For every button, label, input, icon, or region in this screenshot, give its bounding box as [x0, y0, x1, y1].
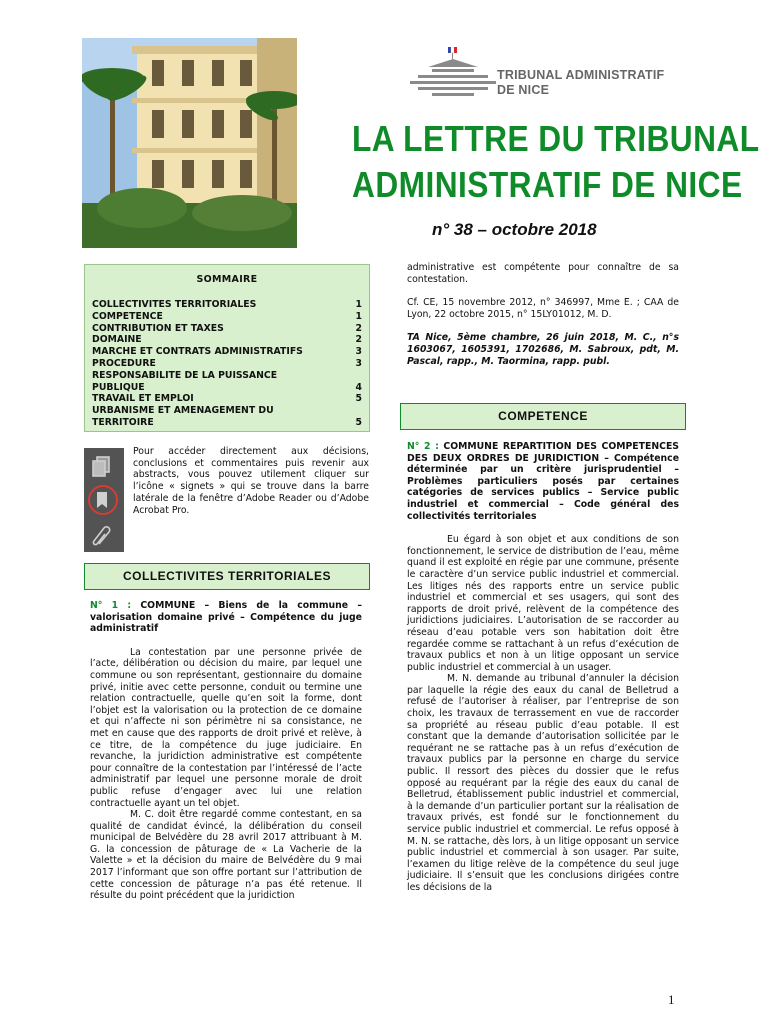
- continued-text: administrative est compétente pour connaître de sa contestation.: [407, 262, 679, 285]
- toc-entry-page: 1: [355, 299, 362, 310]
- item-1-paragraph-1: La contestation par une personne privée de l’acte, délibération ou décision du maire, par lequel une commune ou son représentant, gestionnaire du domaine privé, initie avec cette personne, conduit ou termine une relation contractuelle, quelle qu’en soit la forme, dont l’objet est la valorisation ou la protection de ce domaine et qui n’affecte ni son périmètre ni sa consistance, ne met en cause que des rapports de droit privé et relève, à ce titre, de la compétence du juge judiciaire. En revanche, la juridiction administrative est compétente pour connaître de la contestation par l’intéressé de l’acte administratif par lequel une personne morale de droit public refuse d’engager avec lui une relation contractuelle ayant un tel objet.: [90, 646, 362, 809]
- item-1-title: COMMUNE – Biens de la commune – valorisation domaine privé – Compétence du juge administratif: [90, 600, 362, 635]
- left-column: [90, 600, 362, 902]
- table-of-contents: [84, 264, 370, 432]
- institution-line-1: TRIBUNAL ADMINISTRATIF: [497, 68, 665, 82]
- section-collectivites: COLLECTIVITES TERRITORIALES: [84, 563, 370, 590]
- toc-list: [92, 299, 362, 429]
- courthouse-photo: [82, 38, 297, 248]
- toc-entry-label: CONTRIBUTION ET TAXES: [92, 322, 224, 334]
- toc-entry-page: 2: [355, 334, 362, 346]
- toc-entry-page: 2: [355, 322, 362, 334]
- title-line-1: LA LETTRE DU TRIBUNAL: [352, 118, 760, 159]
- toc-entry-page: 3: [355, 346, 362, 358]
- toc-title: SOMMAIRE: [196, 274, 258, 285]
- bookmarks-hint: Pour accéder directement aux décisions, conclusions et commentaires puis revenir aux abstracts, vous pouvez utilement cliquer sur l’icône « signets » qui se trouve dans la barre latérale de la fenêtre d’Adobe Reader ou d’Adobe Acrobat Pro.: [133, 446, 369, 516]
- judgment-reference: TA Nice, 5ème chambre, 26 juin 2018, M. C., n°s 1603067, 1605391, 1702686, M. Sabroux, pdt, M. Pascal, rapp., M. Taormina, rapp. publ.: [407, 332, 679, 367]
- toc-entry[interactable]: [92, 417, 362, 429]
- toc-entry-label: COMPETENCE: [92, 310, 163, 322]
- citation: Cf. CE, 15 novembre 2012, n° 346997, Mme E. ; CAA de Lyon, 22 octobre 2015, n° 15LY01012, M. D.: [407, 297, 679, 320]
- toc-entry[interactable]: [92, 405, 362, 417]
- toc-entry[interactable]: [92, 358, 362, 370]
- toc-entry-label: URBANISME ET AMENAGEMENT DU: [92, 405, 274, 417]
- institution-line-2: DE NICE: [497, 83, 550, 97]
- toc-entry-label: COLLECTIVITES TERRITORIALES: [92, 299, 257, 310]
- institution-name: [497, 68, 664, 98]
- item-2-title: COMMUNE REPARTITION DES COMPETENCES DES DEUX ORDRES DE JURIDICTION – Compétence déterminée par un critère jurisprudentiel – Problèmes particuliers posés par certaines catégories de services publics – Service public industriel et commercial – Code général des collectivités territoriales: [407, 441, 679, 522]
- toc-entry[interactable]: [92, 334, 362, 346]
- toc-entry-label: TRAVAIL ET EMPLOI: [92, 393, 194, 405]
- title-line-2: ADMINISTRATIF DE NICE: [352, 164, 743, 205]
- toc-entry[interactable]: [92, 382, 362, 394]
- toc-entry[interactable]: [92, 323, 362, 335]
- toc-entry-page: 4: [355, 381, 362, 393]
- toc-entry-label: DOMAINE: [92, 334, 142, 346]
- item-1-heading: [90, 600, 362, 635]
- page-number: 1: [668, 992, 675, 1007]
- toc-entry-page: [348, 405, 362, 417]
- toc-entry[interactable]: [92, 370, 362, 382]
- toc-entry[interactable]: [92, 299, 362, 311]
- toc-entry-page: 3: [355, 357, 362, 369]
- toc-entry[interactable]: [92, 393, 362, 405]
- toc-entry-label: MARCHE ET CONTRATS ADMINISTRATIFS: [92, 346, 303, 358]
- item-1-number: N° 1 :: [90, 600, 132, 611]
- item-2-heading: [407, 441, 679, 522]
- right-column-top: [407, 262, 679, 367]
- toc-entry-page: 5: [355, 393, 362, 405]
- toc-entry-page: 1: [355, 310, 362, 322]
- item-1-paragraph-2: M. C. doit être regardé comme contestant, en sa qualité de candidat évincé, la délibération du conseil municipal de Belvédère du 28 avril 2017 attribuant à M. G. la concession de pâturage de « La Vacherie de la Valette » et la décision du maire de Belvédère du 9 mai 2017 l’informant que son offre portant sur l’attribution de cette concession de pâturage n’a pas été retenue. Il résulte du point précédent que la juridiction: [90, 809, 362, 902]
- section-competence: COMPETENCE: [400, 403, 686, 430]
- toc-entry[interactable]: [92, 311, 362, 323]
- toc-entry-label: PUBLIQUE: [92, 381, 145, 393]
- toc-entry-label: RESPONSABILITE DE LA PUISSANCE: [92, 369, 278, 381]
- toc-entry-label: TERRITOIRE: [92, 416, 154, 428]
- item-2-paragraph-2: M. N. demande au tribunal d’annuler la décision par laquelle la régie des eaux du canal de Belletrud a refusé de l’autoriser à réaliser, par l’entreprise de son choix, les travaux de terrassement en vue de raccorder sa propriété au réseau public d’eau potable. Il est constant que la demande d’autorisation sollicitée par le requérant ne se rattache pas à un refus d’exécution de travaux publics par la personne en charge du service public. Il ressort des pièces du dossier que le refus opposé au requérant par la régie des eaux du canal de Belletrud, établissement public industriel et commercial, à la demande d’un particulier portant sur la réalisation de travaux privés, est fondé sur le fonctionnement du service public industriel et commercial. Le refus opposé à M. N. se rattache, dès lors, à un litige opposant un service public industriel et commercial à son usager. Par suite, l’examen du litige relève de la compétence du seul juge judiciaire. Il s’ensuit que les conclusions dirigées contre les décisions de la: [407, 673, 679, 893]
- item-2-number: N° 2 :: [407, 441, 439, 452]
- toc-entry-page: [348, 370, 362, 382]
- toc-entry-page: 5: [355, 416, 362, 428]
- right-column: [407, 441, 679, 894]
- issue-number: n° 38 – octobre 2018: [432, 220, 597, 239]
- toc-entry-label: PROCEDURE: [92, 357, 156, 369]
- newsletter-title: [352, 116, 760, 208]
- item-2-paragraph-1: Eu égard à son objet et aux conditions de son fonctionnement, le service de distribution de l’eau, même quand il est exploité en régie par une commune, présente le caractère d’un service public industriel et commercial. Les litiges nés des rapports entre un service public industriel et commercial et ses usagers, qui sont des rapports de droit privé, relèvent de la compétence des juridictions judiciaires. L’autorisation de se raccorder au réseau d’eau potable vers son habitation doit être regardée comme se rattachant à un refus d’exécution de travaux publics et non à un litige opposant un service public industriel et commercial à un usager.: [407, 534, 679, 673]
- reader-sidebar-illustration: [84, 448, 124, 552]
- toc-entry[interactable]: [92, 346, 362, 358]
